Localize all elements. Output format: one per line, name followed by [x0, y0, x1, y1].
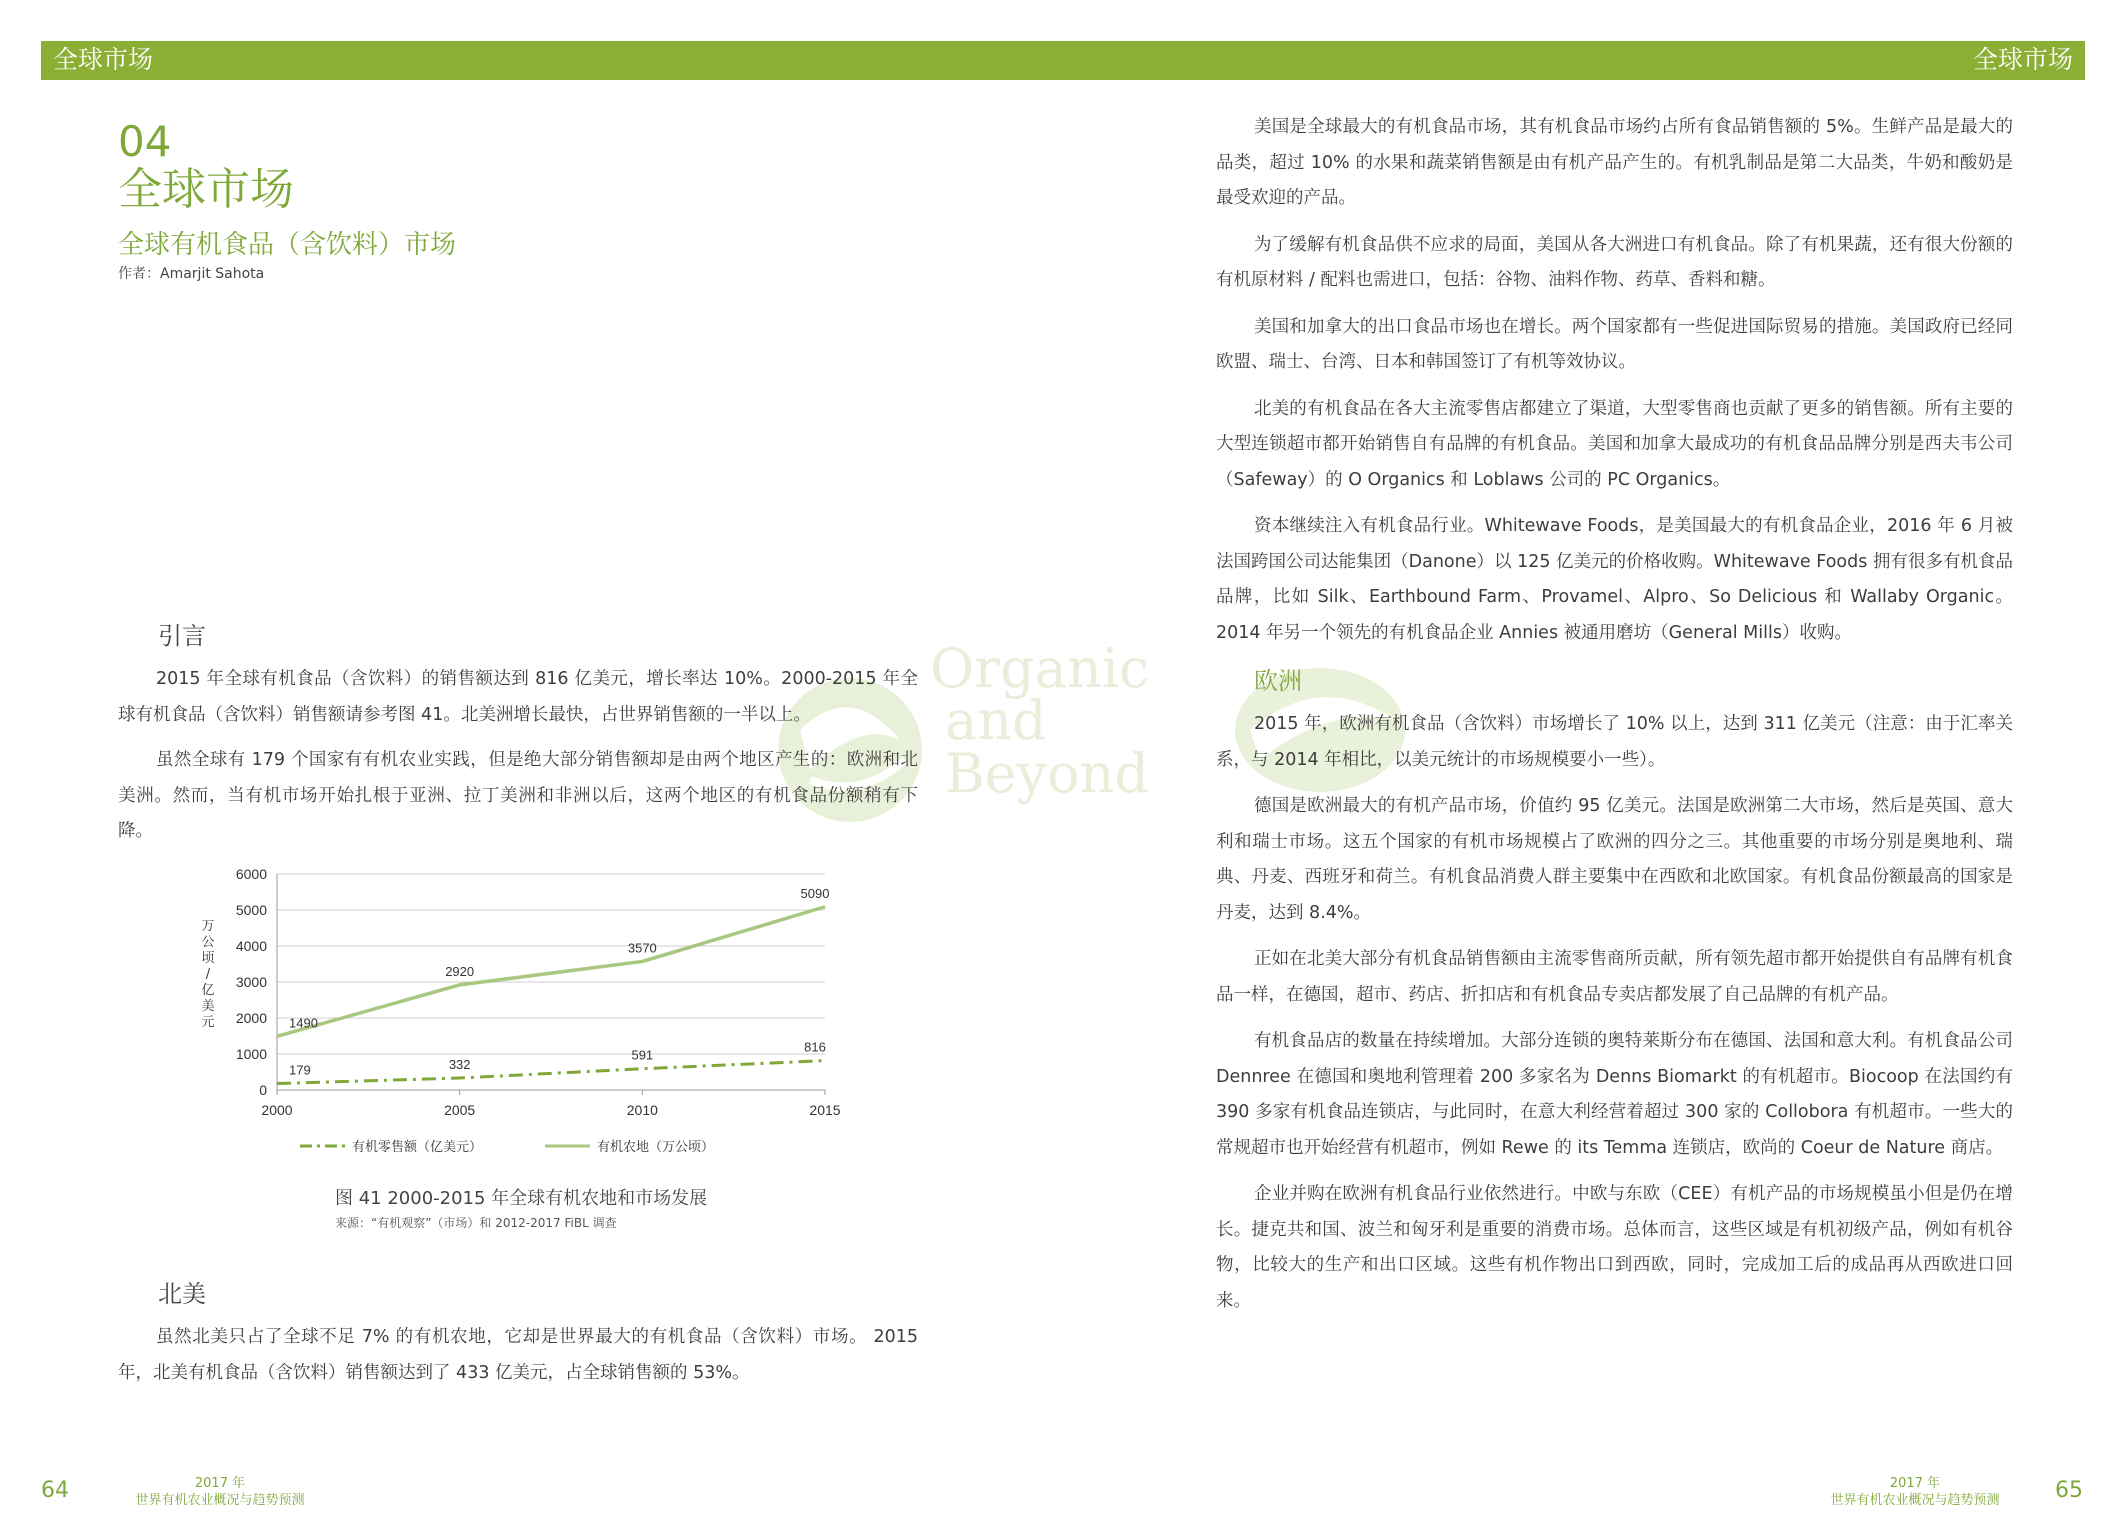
- x-tick-label: 2000: [261, 1102, 293, 1118]
- footer-left-year: 2017 年: [194, 1476, 246, 1491]
- intro-text: [118, 662, 918, 850]
- europe-paragraph-4: 有机食品店的数量在持续增加。大部分连锁的奥特莱斯分布在德国、法国和意大利。有机食品公司 Dennree 在德国和奥地利管理着 200 多家名为 Denns Biomarkt 的有机超市。Biocoop 在法国约有 390 多家有机食品连锁店，与此同时，在意大利经营着超过 300 家的 Collobora 有机超市。一些大的常规超市也开始经营有机超市，例如 Rewe 的 its Temma 连锁店，欧尚的 Coeur de Nature 商店。: [1216, 1031, 2013, 1158]
- watermark-line-3: Beyond: [945, 742, 1150, 805]
- europe-paragraph-2: 德国是欧洲最大的有机产品市场，价值约 95 亿美元。法国是欧洲第二大市场，然后是英国、意大利和瑞士市场。这五个国家的有机市场规模占了欧洲的四分之三。其他重要的市场分别是奥地利、瑞典、丹麦、西班牙和荷兰。有机食品消费人群主要集中在西欧和北欧国家。有机食品份额最高的国家是丹麦，达到 8.4%。: [1216, 796, 2013, 923]
- x-tick-label: 2015: [809, 1102, 841, 1118]
- figure-source: 来源：“有机观察”（市场）和 2012-2017 FiBL 调查: [335, 1216, 617, 1230]
- data-label: 179: [289, 1062, 311, 1078]
- intro-paragraph-2: 虽然全球有 179 个国家有有机农业实践，但是绝大部分销售额却是由两个地区产生的：欧洲和北美洲。然而，当有机市场开始扎根于亚洲、拉丁美洲和非洲以后，这两个地区的有机食品份额稍有下降。: [118, 750, 918, 841]
- right-paragraph-4: 北美的有机食品在各大主流零售店都建立了渠道，大型零售商也贡献了更多的销售额。所有主要的大型连锁超市都开始销售自有品牌的有机食品。美国和加拿大最成功的有机食品品牌分别是西夫韦公司（Safeway）的 O Organics 和 Loblaws 公司的 PC Organics。: [1216, 398, 2013, 490]
- chapter-title: 全球市场: [118, 164, 294, 215]
- europe-paragraph-3: 正如在北美大部分有机食品销售额由主流零售商所贡献，所有领先超市都开始提供自有品牌有机食品一样，在德国，超市、药店、折扣店和有机食品专卖店都发展了自己品牌的有机产品。: [1216, 949, 2013, 1005]
- intro-paragraph-1: 2015 年全球有机食品（含饮料）的销售额达到 816 亿美元，增长率达 10%。2000-2015 年全球有机食品（含饮料）销售额请参考图 41。北美洲增长最快，占世界销售额的一半以上。: [118, 669, 918, 725]
- europe-paragraph-5: 企业并购在欧洲有机食品行业依然进行。中欧与东欧（CEE）有机产品的市场规模虽小但是仍在增长。捷克共和国、波兰和匈牙利是重要的消费市场。总体而言，这些区域是有机初级产品，例如有机谷物，比较大的生产和出口区域。这些有机作物出口到西欧，同时，完成加工后的成品再从西欧进口回来。: [1216, 1184, 2013, 1311]
- y-tick-label: 5000: [235, 902, 267, 918]
- right-column-text: [1216, 110, 2013, 1319]
- data-label: 816: [804, 1039, 826, 1055]
- y-tick-label: 0: [259, 1082, 267, 1098]
- header-bar: [41, 41, 2085, 80]
- data-label: 3570: [627, 940, 657, 956]
- legend-label: 有机零售额（亿美元）: [352, 1140, 483, 1155]
- page-number-right: 65: [2055, 1478, 2083, 1503]
- y-axis-label-char: 美: [201, 999, 215, 1014]
- author-line: 作者：Amarjit Sahota: [118, 266, 265, 282]
- y-axis-label-char: 公: [201, 935, 215, 950]
- figure-caption: 图 41 2000-2015 年全球有机农地和市场发展: [335, 1188, 708, 1209]
- right-paragraph-5: 资本继续注入有机食品行业。Whitewave Foods，是美国最大的有机食品企业，2016 年 6 月被法国跨国公司达能集团（Danone）以 125 亿美元的价格收购。Whitewave Foods 拥有很多有机食品品牌，比如 Silk、Earthbound Farm、Provamel、Alpro、So Delicious 和 Wallaby Organic。2014 年另一个领先的有机食品企业 Annies 被通用磨坊（General Mills）收购。: [1216, 516, 2013, 643]
- page-number-left: 64: [41, 1478, 69, 1503]
- north-america-text: [118, 1320, 918, 1391]
- right-paragraph-1: 美国是全球最大的有机食品市场，其有机食品市场约占所有食品销售额的 5%。生鲜产品是最大的品类，超过 10% 的水果和蔬菜销售额是由有机产品产生的。有机乳制品是第二大品类，牛奶和酸奶是最受欢迎的产品。: [1216, 117, 2013, 208]
- data-label: 332: [448, 1057, 471, 1073]
- data-label: 1490: [289, 1015, 318, 1031]
- x-tick-label: 2005: [444, 1102, 476, 1118]
- footer-right-year: 2017 年: [1889, 1476, 1941, 1491]
- section-heading-north-america: 北美: [158, 1280, 206, 1308]
- y-axis-label-char: 顷: [201, 951, 215, 966]
- y-tick-label: 3000: [235, 974, 267, 990]
- footer-right-series: 世界有机农业概况与趋势预测: [1830, 1493, 2000, 1508]
- header-right-title: 全球市场: [1972, 45, 2073, 74]
- legend-label: 有机农地（万公顷）: [597, 1140, 715, 1155]
- y-axis-label-char: 元: [201, 1015, 215, 1030]
- series-line: [277, 907, 825, 1037]
- watermark-line-2: and: [945, 689, 1047, 752]
- y-axis-label-char: /: [205, 967, 211, 982]
- header-left-title: 全球市场: [53, 45, 154, 74]
- footer-right: [1815, 1475, 2015, 1509]
- y-tick-label: 2000: [235, 1010, 267, 1026]
- data-label: 5090: [800, 885, 830, 901]
- y-tick-label: 6000: [235, 866, 267, 882]
- right-paragraph-3: 美国和加拿大的出口食品市场也在增长。两个国家都有一些促进国际贸易的措施。美国政府已经同欧盟、瑞士、台湾、日本和韩国签订了有机等效协议。: [1216, 316, 2013, 372]
- y-tick-label: 4000: [235, 938, 267, 954]
- section-heading-europe: 欧洲: [1254, 667, 1302, 695]
- footer-left-series: 世界有机农业概况与趋势预测: [135, 1493, 305, 1508]
- footer-left: [120, 1475, 320, 1509]
- y-axis-label-char: 亿: [201, 983, 215, 998]
- data-label: 2920: [445, 963, 475, 979]
- y-tick-label: 1000: [235, 1046, 267, 1062]
- series-line: [277, 1061, 825, 1084]
- right-paragraph-2: 为了缓解有机食品供不应求的局面，美国从各大洲进口有机食品。除了有机果蔬，还有很大份额的有机原材料 / 配料也需进口，包括：谷物、油料作物、药草、香料和糖。: [1216, 234, 2013, 290]
- watermark-line-1: Organic: [930, 637, 1150, 700]
- line-chart: [180, 860, 860, 1170]
- north-america-paragraph-1: 虽然北美只占了全球不足 7% 的有机农地，它却是世界最大的有机食品（含饮料）市场。 2015 年，北美有机食品（含饮料）销售额达到了 433 亿美元，占全球销售额的 53%。: [118, 1327, 918, 1383]
- section-heading-intro: 引言: [158, 622, 206, 650]
- europe-paragraph-1: 2015 年，欧洲有机食品（含饮料）市场增长了 10% 以上，达到 311 亿美元（注意：由于汇率关系，与 2014 年相比，以美元统计的市场规模要小一些）。: [1216, 714, 2013, 770]
- x-tick-label: 2010: [626, 1102, 658, 1118]
- y-axis-label-char: 万: [201, 919, 215, 934]
- data-label: 591: [631, 1047, 654, 1063]
- chapter-number: 04: [118, 117, 172, 166]
- chapter-subtitle: 全球有机食品（含饮料）市场: [118, 230, 457, 260]
